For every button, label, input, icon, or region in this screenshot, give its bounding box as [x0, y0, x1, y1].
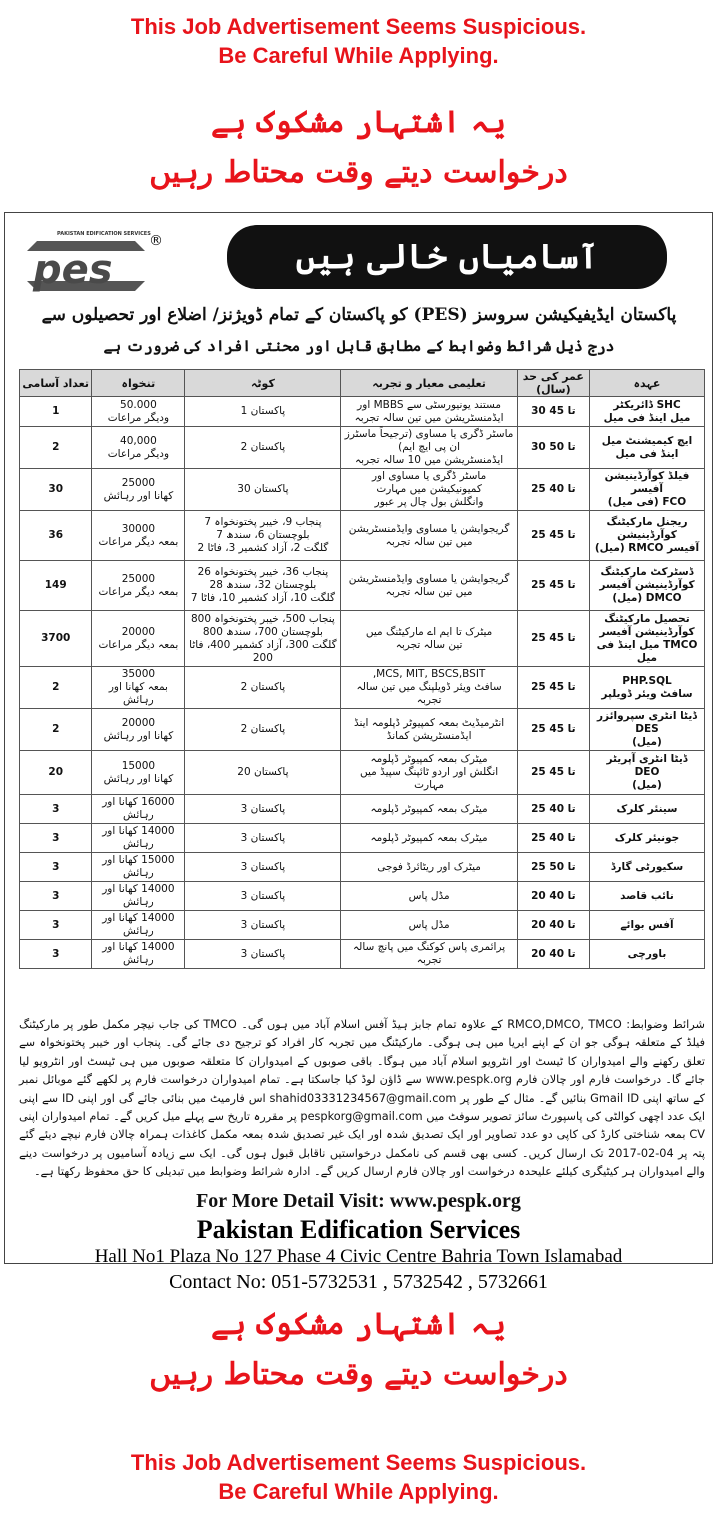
table-row	[20, 882, 705, 911]
header-qualification: تعلیمی معیار و تجربہ	[341, 370, 517, 397]
cell-quota: پاکستان 3	[185, 795, 341, 824]
cell-age: 20 تا 40	[517, 911, 589, 940]
cell-count: 3	[20, 911, 92, 940]
cell-age: 25 تا 45	[517, 751, 589, 795]
warning-line-1-bottom: This Job Advertisement Seems Suspicious.	[130, 1450, 587, 1475]
cell-age: 25 تا 45	[517, 611, 589, 667]
cell-quota: پاکستان 20	[185, 751, 341, 795]
cell-qual: مڈل پاس	[341, 882, 517, 911]
cell-pay: 30000 بمعہ دیگر مراعات	[92, 511, 185, 561]
cell-count: 3	[20, 853, 92, 882]
cell-quota: پاکستان 3	[185, 853, 341, 882]
warning-english-top	[0, 12, 717, 70]
cell-post: سکیورٹی گارڈ	[589, 853, 704, 882]
table-header-row	[20, 370, 705, 397]
logo-text: pes	[33, 247, 113, 293]
cell-age: 20 تا 40	[517, 940, 589, 969]
table-row	[20, 667, 705, 709]
warning-urdu-line-1: یہ اشتہار مشکوک ہے	[210, 105, 506, 140]
cell-count: 2	[20, 427, 92, 469]
warning-english-bottom	[0, 1448, 717, 1506]
cell-pay: 35000 بمعہ کھانا اور رہائش	[92, 667, 185, 709]
table-row	[20, 397, 705, 427]
cell-qual: انٹرمیڈیٹ بمعہ کمپیوٹر ڈپلومہ اینڈ ایڈمنسٹریشن کمانڈ	[341, 709, 517, 751]
table-row	[20, 940, 705, 969]
cell-qual: مستند یونیورسٹی سے MBBS اور ایڈمنسٹریشن میں تین سالہ تجربہ	[341, 397, 517, 427]
cell-post: نائب قاصد	[589, 882, 704, 911]
cell-post: باورچی	[589, 940, 704, 969]
cell-post: ایچ کیمیشنٹ میل اینڈ فی میل	[589, 427, 704, 469]
cell-post: جونیئر کلرک	[589, 824, 704, 853]
cell-qual: پرائمری پاس کوکنگ میں پانچ سالہ تجربہ	[341, 940, 517, 969]
logo-small-text: PAKISTAN EDIFICATION SERVICES	[57, 231, 151, 237]
warning-line-2: Be Careful While Applying.	[218, 43, 499, 68]
cell-quota: پاکستان 3	[185, 940, 341, 969]
cell-quota: پاکستان 2	[185, 667, 341, 709]
warning-urdu-top	[0, 98, 717, 198]
cell-count: 3	[20, 824, 92, 853]
cell-count: 3	[20, 940, 92, 969]
cell-quota: پنجاب 9، خیبر پختونخواہ 7 بلوچستان 6، سندھ 7 گلگت 2، آزاد کشمیر 3، فاٹا 2	[185, 511, 341, 561]
footer	[5, 1215, 712, 1293]
cell-qual: میٹرک بمعہ کمپیوٹر ڈپلومہ	[341, 824, 517, 853]
cell-pay: 14000 کھانا اور رہائش	[92, 911, 185, 940]
cell-count: 2	[20, 709, 92, 751]
cell-age: 25 تا 50	[517, 853, 589, 882]
cell-quota: پاکستان 2	[185, 709, 341, 751]
cell-pay: 15000 کھانا اور رہائش	[92, 853, 185, 882]
cell-post: SHC ڈائریکٹر میل اینڈ فی میل	[589, 397, 704, 427]
table-row	[20, 427, 705, 469]
table-row	[20, 911, 705, 940]
cell-pay: 25000 کھانا اور رہائش	[92, 469, 185, 511]
cell-post: آفس بوائے	[589, 911, 704, 940]
logo-registered: ®	[149, 233, 163, 249]
footer-address: Hall No1 Plaza No 127 Phase 4 Civic Centre Bahria Town Islamabad	[94, 1246, 623, 1267]
warning-urdu-line-1-bottom: یہ اشتہار مشکوک ہے	[210, 1307, 506, 1342]
terms-and-conditions: شرائط وضوابط: RMCO,DMCO, TMCO کے علاوہ تمام جابز ہیڈ آفس اسلام آباد میں ہوں گی۔ TMCO کی جاب نیچر مکمل طور پر مارکیٹنگ فیلڈ کے متعلقہ ہوگی جو ان کے اپنے ایریا میں ہی ہوگی۔ مارکیٹنگ میں تجربہ کار افراد کو ترجیح دی جائے گی۔ پنجاب اور خیبر پختونخواہ سے تعلق رکھنے والے امیدواران کا ٹیسٹ اور انٹرویو اسلام آباد میں ہوگا۔ باقی صوبوں کے امیدواران کا متعلقہ صوبوں میں ہی ٹیسٹ اور انٹرویو لیا جائے گا۔ درخواست فارم اور چالان فارم www.pespk.org سے ڈاؤن لوڈ کیا جاسکتا ہے۔ تمام امیدواران درخواست فارم پر لکھے گئے موبائل نمبر کے ساتھ اپنی Gmail ID بنائیں گے۔ مثال کے طور پر shahid03331234567@gmail.com اس فارمیٹ میں بنائی جائے گی اور اپنی ID سے اپنی ایک عدد اچھی کوالٹی کی پاسپورٹ سائز تصویر سوفٹ میں pespkorg@gmail.com پر مقررہ تاریخ سے پہلے میل کریں گے۔ تمام امیدواران اپنی CV بمعہ شناختی کارڈ کی کاپی دو عدد تصاویر اور ایک تصدیق شدہ اور ایک غیر تصدیق شدہ بمعہ مکمل کاغذات ہمراہ چالان فارم نیچے دیئے گئے پتہ پر 04-02-2017 تک ارسال کریں۔ کسی بھی قسم کی نامکمل درخواستیں ناقابل قبول ہوں گی۔ ایک سے زیادہ آسامیوں پر درخواست دینے والے امیدواران ہر کیٹیگری کیلئے علیحدہ درخواست اور چالان فارم ارسال کریں گے۔ ادارہ شرائط وضوابط میں تبدیلی کا حق محفوظ رکھتا ہے۔	[19, 1018, 706, 1179]
vacancies-banner: آسامیاں خالی ہیں	[227, 225, 667, 289]
table-row	[20, 795, 705, 824]
header-salary: تنخواہ	[92, 370, 185, 397]
cell-quota: پاکستان 1	[185, 397, 341, 427]
cell-age: 25 تا 40	[517, 824, 589, 853]
cell-qual: ماسٹر ڈگری یا مساوی (ترجیحاً ماسٹرز ان پی ایچ ایم) ایڈمنسٹریشن میں 10 سالہ تجربہ	[341, 427, 517, 469]
cell-qual: میٹرک بمعہ کمپیوٹر ڈپلومہ	[341, 795, 517, 824]
cell-age: 25 تا 45	[517, 561, 589, 611]
table-row	[20, 611, 705, 667]
cell-count: 36	[20, 511, 92, 561]
table-row	[20, 561, 705, 611]
warning-line-1: This Job Advertisement Seems Suspicious.	[130, 14, 587, 39]
header-age: عمر کی حد (سال)	[517, 370, 589, 397]
cell-pay: 14000 کھانا اور رہائش	[92, 940, 185, 969]
pes-logo	[15, 221, 165, 301]
cell-pay: 20000 کھانا اور رہائش	[92, 709, 185, 751]
intro-line-2: درج ذیل شرائط وضوابط کے مطابق قابل اور محنتی افراد کی ضرورت ہے	[103, 337, 615, 355]
cell-post: PHP.SQL سافٹ ویئر ڈویلپر	[589, 667, 704, 709]
table-row	[20, 853, 705, 882]
cell-quota: پاکستان 2	[185, 427, 341, 469]
cell-quota: پاکستان 3	[185, 882, 341, 911]
cell-age: 20 تا 40	[517, 882, 589, 911]
intro-line-1: پاکستان ایڈیفیکیشن سروسز (PES) کو پاکستان کے تمام ڈویژنز/ اضلاع اور تحصیلوں سے	[41, 305, 677, 325]
cell-post: ڈیٹا انٹری آپریٹر DEO (میل)	[589, 751, 704, 795]
cell-qual: MCS, MIT, BSCS,BSIT, سافٹ ویئر ڈویلپنگ میں تین سالہ تجربہ	[341, 667, 517, 709]
warning-urdu-line-2-bottom: درخواست دیتے وقت محتاط رہیں	[149, 1357, 568, 1392]
cell-post: ڈیٹا انٹری سپروائزر DES (میل)	[589, 709, 704, 751]
cell-quota: پاکستان 3	[185, 824, 341, 853]
header-post: عہدہ	[589, 370, 704, 397]
cell-age: 25 تا 40	[517, 795, 589, 824]
cell-pay: 14000 کھانا اور رہائش	[92, 882, 185, 911]
cell-quota: پاکستان 3	[185, 911, 341, 940]
cell-post: ڈسٹرکٹ مارکیٹنگ کوآرڈینیشن آفیسر DMCO (میل)	[589, 561, 704, 611]
cell-post: تحصیل مارکیٹنگ کوآرڈینیشن آفیسر TMCO میل اینڈ فی میل	[589, 611, 704, 667]
warning-urdu-line-2: درخواست دیتے وقت محتاط رہیں	[149, 155, 568, 190]
cell-pay: 16000 کھانا اور رہائش	[92, 795, 185, 824]
table-row	[20, 751, 705, 795]
cell-age: 25 تا 45	[517, 709, 589, 751]
warning-line-2-bottom: Be Careful While Applying.	[218, 1479, 499, 1504]
table-row	[20, 709, 705, 751]
cell-pay: 40,000 ودیگر مراعات	[92, 427, 185, 469]
header-quota: کوٹہ	[185, 370, 341, 397]
table-row	[20, 511, 705, 561]
cell-count: 2	[20, 667, 92, 709]
cell-age: 25 تا 45	[517, 667, 589, 709]
cell-pay: 20000 بمعہ دیگر مراعات	[92, 611, 185, 667]
cell-age: 30 تا 45	[517, 397, 589, 427]
cell-pay: 15000 کھانا اور رہائش	[92, 751, 185, 795]
cell-count: 149	[20, 561, 92, 611]
cell-count: 3	[20, 882, 92, 911]
more-detail-visit: For More Detail Visit: www.pespk.org	[196, 1190, 521, 1212]
cell-quota: پنجاب 36، خیبر پختونخواہ 26 بلوچستان 32، سندھ 28 گلگت 10، آزاد کشمیر 10، فاٹا 7	[185, 561, 341, 611]
table-row	[20, 469, 705, 511]
cell-count: 3	[20, 795, 92, 824]
warning-urdu-bottom	[0, 1300, 717, 1400]
header-count: تعداد آسامی	[20, 370, 92, 397]
cell-count: 30	[20, 469, 92, 511]
cell-age: 25 تا 40	[517, 469, 589, 511]
cell-qual: میٹرک تا ایم اے مارکیٹنگ میں تین سالہ تجربہ	[341, 611, 517, 667]
cell-qual: میٹرک بمعہ کمپیوٹر ڈپلومہ انگلش اور اردو ٹائپنگ سپیڈ میں مہارت	[341, 751, 517, 795]
cell-quota: پاکستان 30	[185, 469, 341, 511]
cell-post: سینئر کلرک	[589, 795, 704, 824]
cell-qual: گریجوایشن یا مساوی وایڈمنسٹریشن میں تین سالہ تجربہ	[341, 561, 517, 611]
footer-contact: Contact No: 051-5732531 , 5732542 , 5732661	[169, 1271, 548, 1293]
cell-age: 30 تا 50	[517, 427, 589, 469]
cell-age: 25 تا 45	[517, 511, 589, 561]
cell-count: 3700	[20, 611, 92, 667]
cell-qual: ماسٹر ڈگری یا مساوی اور کمیونیکیشن میں مہارت وانگلش بول چال پر عبور	[341, 469, 517, 511]
cell-pay: 14000 کھانا اور رہائش	[92, 824, 185, 853]
cell-count: 20	[20, 751, 92, 795]
footer-company-name: Pakistan Edification Services	[196, 1215, 521, 1244]
cell-qual: گریجوایشن یا مساوی وایڈمنسٹریشن میں تین سالہ تجربہ	[341, 511, 517, 561]
job-advertisement	[4, 212, 713, 1293]
cell-pay: 50.000 ودیگر مراعات	[92, 397, 185, 427]
cell-count: 1	[20, 397, 92, 427]
cell-quota: پنجاب 500، خیبر پختونخواہ 800 بلوچستان 700، سندھ 800 گلگت 300، آزاد کشمیر 400، فاٹا 200	[185, 611, 341, 667]
cell-pay: 25000 بمعہ دیگر مراعات	[92, 561, 185, 611]
table-row	[20, 824, 705, 853]
cell-post: فیلڈ کوآرڈینیشن آفیسر FCO (فی میل)	[589, 469, 704, 511]
jobs-table	[19, 369, 705, 969]
cell-qual: مڈل پاس	[341, 911, 517, 940]
cell-post: ریجنل مارکیٹنگ کوآرڈینیشن آفیسر RMCO (میل)	[589, 511, 704, 561]
cell-qual: میٹرک اور ریٹائرڈ فوجی	[341, 853, 517, 882]
